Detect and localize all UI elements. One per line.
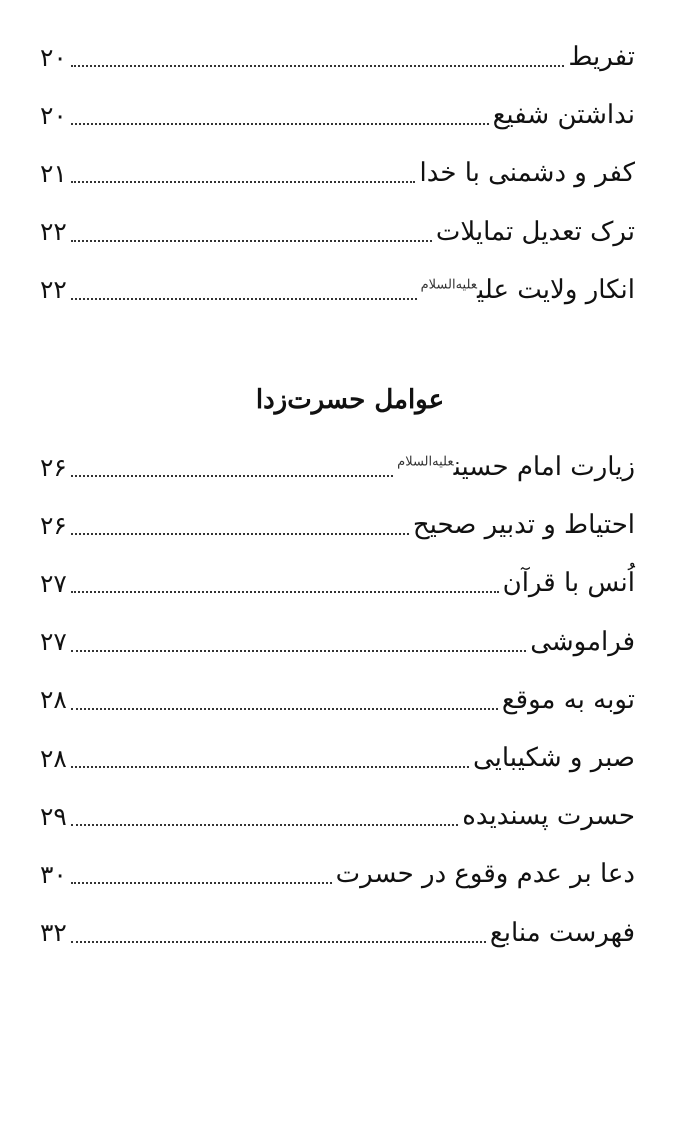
toc-entry-title: صبر و شکیبایی <box>472 743 635 774</box>
dot-leader <box>71 941 486 943</box>
toc-entry[interactable] <box>40 28 635 86</box>
honorific-ligature: علیه‌السلام <box>397 454 454 470</box>
toc-entry-title-text: زیارت امام حسین <box>453 452 635 483</box>
toc-entry-title: حسرت پسندیده <box>462 801 635 832</box>
toc-entry[interactable] <box>40 438 635 496</box>
toc-entry-title <box>420 274 635 305</box>
dot-leader <box>71 591 499 593</box>
dot-leader <box>71 475 393 477</box>
toc-entry-page: ۲۲ <box>40 217 67 247</box>
toc-entry-page: ۲۹ <box>40 801 67 831</box>
toc-entry-title: ترک تعدیل تمایلات <box>435 216 635 247</box>
toc-entry[interactable] <box>40 904 635 962</box>
dot-leader <box>71 123 489 125</box>
toc-entry-page: ۲۸ <box>40 743 67 773</box>
toc-entry[interactable] <box>40 729 635 787</box>
dot-leader <box>71 824 458 826</box>
dot-leader <box>71 181 416 183</box>
toc-entry[interactable] <box>40 144 635 202</box>
dot-leader <box>71 533 409 535</box>
toc-entry-title: توبه به موقع <box>501 684 635 715</box>
toc-entry[interactable] <box>40 203 635 261</box>
toc-entry-page: ۲۷ <box>40 568 67 598</box>
toc-entry-title: احتیاط و تدبیر صحیح <box>412 510 635 541</box>
dot-leader <box>71 240 432 242</box>
toc-entry-page: ۲۶ <box>40 510 67 540</box>
dot-leader <box>71 298 417 300</box>
toc-entry[interactable] <box>40 845 635 903</box>
toc-entry-page: ۲۶ <box>40 452 67 482</box>
toc-entry-title: کفر و دشمنی با خدا <box>419 158 635 189</box>
toc-entry-page: ۲۸ <box>40 685 67 715</box>
toc-entry[interactable] <box>40 613 635 671</box>
toc-entry-title-text: انکار ولایت علی <box>477 274 635 305</box>
toc-entry[interactable] <box>40 554 635 612</box>
dot-leader <box>71 650 526 652</box>
toc-entry-page: ۲۰ <box>40 42 67 72</box>
toc-entry[interactable] <box>40 496 635 554</box>
toc-entry[interactable] <box>40 86 635 144</box>
toc-entry[interactable] <box>40 787 635 845</box>
toc-list-part1 <box>40 28 635 319</box>
toc-entry-title: فهرست منابع <box>489 917 635 948</box>
dot-leader <box>71 882 332 884</box>
toc-entry-title: تفریط <box>568 42 635 73</box>
toc-entry[interactable] <box>40 261 635 319</box>
toc-entry-title <box>397 452 635 483</box>
honorific-ligature: علیه‌السلام <box>420 277 478 293</box>
section-heading: عوامل حسرت‌زدا <box>255 385 445 415</box>
dot-leader <box>71 766 469 768</box>
toc-entry-title: فراموشی <box>530 626 635 657</box>
toc-entry-page: ۲۰ <box>40 100 67 130</box>
dot-leader <box>71 708 498 710</box>
toc-entry-page: ۲۷ <box>40 627 67 657</box>
toc-entry-page: ۲۲ <box>40 275 67 305</box>
toc-list-part2 <box>40 438 635 962</box>
toc-entry[interactable] <box>40 671 635 729</box>
toc-entry-title: اُنس با قرآن <box>502 568 635 599</box>
toc-entry-title: دعا بر عدم وقوع در حسرت <box>335 859 635 890</box>
toc-entry-page: ۳۰ <box>40 859 67 889</box>
toc-entry-page: ۲۱ <box>40 158 67 188</box>
toc-entry-page: ۳۲ <box>40 918 67 948</box>
dot-leader <box>71 65 564 67</box>
toc-entry-title: نداشتن شفیع <box>492 100 635 131</box>
